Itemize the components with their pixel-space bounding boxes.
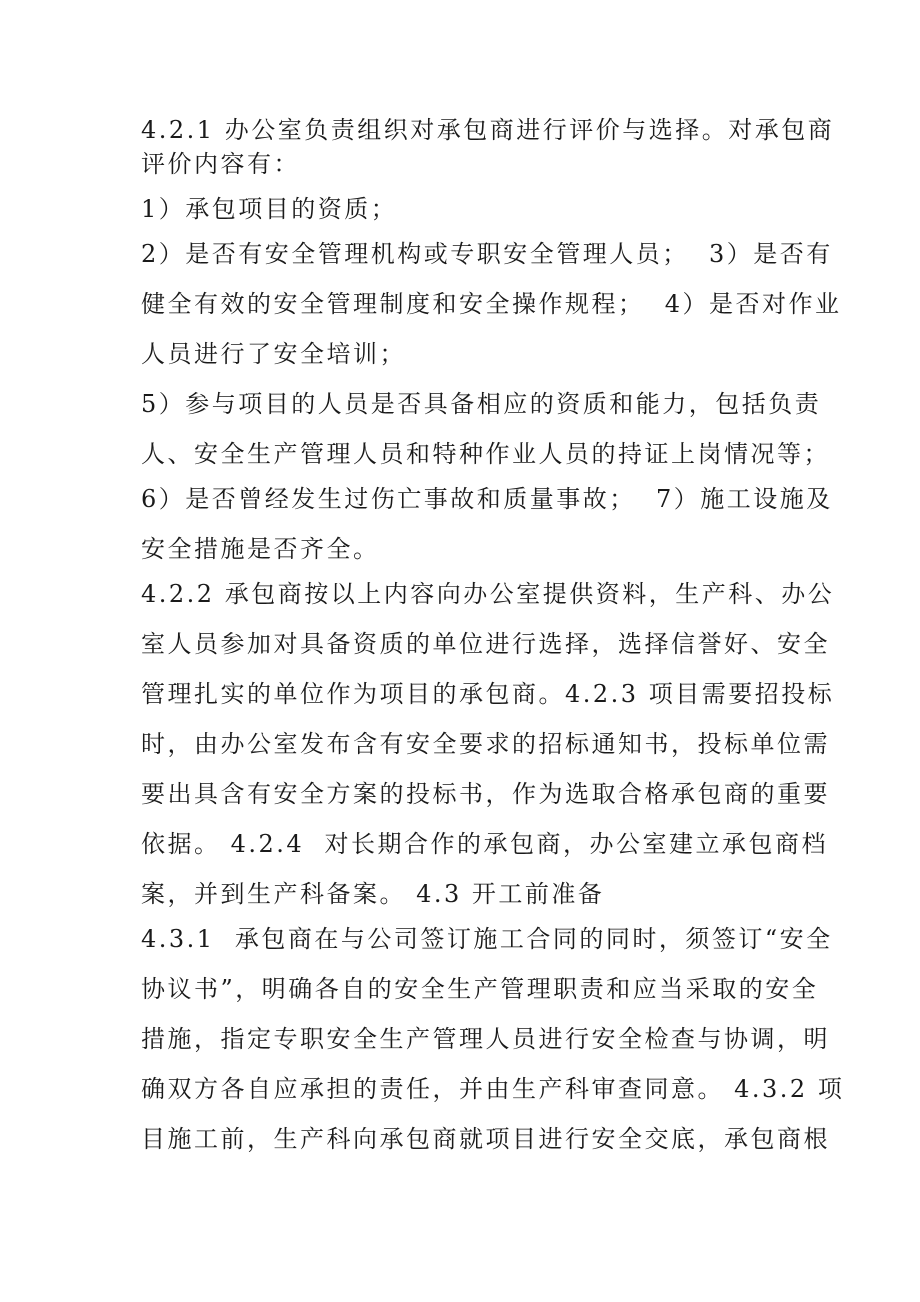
text-line: 案，并到生产科备案。 4.3 开工前准备 bbox=[141, 880, 605, 908]
text-line: 要出具含有安全方案的投标书，作为选取合格承包商的重要 bbox=[141, 780, 830, 808]
document-body bbox=[141, 113, 845, 1156]
text-line: 安全措施是否齐全。 bbox=[141, 535, 380, 563]
text-line: 5）参与项目的人员是否具备相应的资质和能力，包括负责 bbox=[141, 390, 822, 418]
text-line: 人、安全生产管理人员和特种作业人员的持证上岗情况等； bbox=[141, 440, 830, 468]
text-line: 6）是否曾经发生过伤亡事故和质量事故； 7）施工设施及 bbox=[141, 485, 833, 513]
text-line: 评价内容有： bbox=[141, 150, 300, 178]
text-line: 管理扎实的单位作为项目的承包商。4.2.3 项目需要招投标 bbox=[141, 680, 835, 708]
text-line: 依据。 4.2.4 对长期合作的承包商，办公室建立承包商档 bbox=[141, 830, 828, 858]
text-line: 时，由办公室发布含有安全要求的招标通知书，投标单位需 bbox=[141, 730, 830, 758]
text-line: 4.2.1 办公室负责组织对承包商进行评价与选择。对承包商 bbox=[141, 116, 835, 144]
text-line: 措施，指定专职安全生产管理人员进行安全检查与协调，明 bbox=[141, 1025, 830, 1053]
text-line: 人员进行了安全培训； bbox=[141, 340, 406, 368]
text-line: 2）是否有安全管理机构或专职安全管理人员； 3）是否有 bbox=[141, 240, 833, 268]
text-line: 4.2.2 承包商按以上内容向办公室提供资料，生产科、办公 bbox=[141, 580, 835, 608]
text-line: 1）承包项目的资质； bbox=[141, 195, 398, 223]
text-line: 目施工前，生产科向承包商就项目进行安全交底，承包商根 bbox=[141, 1125, 830, 1153]
text-line: 4.3.1 承包商在与公司签订施工合同的同时，须签订“安全 bbox=[141, 925, 833, 953]
text-line: 协议书”，明确各自的安全生产管理职责和应当采取的安全 bbox=[141, 975, 819, 1003]
text-line: 确双方各自应承担的责任，并由生产科审查同意。 4.3.2 项 bbox=[141, 1075, 845, 1103]
text-line: 室人员参加对具备资质的单位进行选择，选择信誉好、安全 bbox=[141, 630, 830, 658]
text-line: 健全有效的安全管理制度和安全操作规程； 4）是否对作业 bbox=[141, 290, 842, 318]
